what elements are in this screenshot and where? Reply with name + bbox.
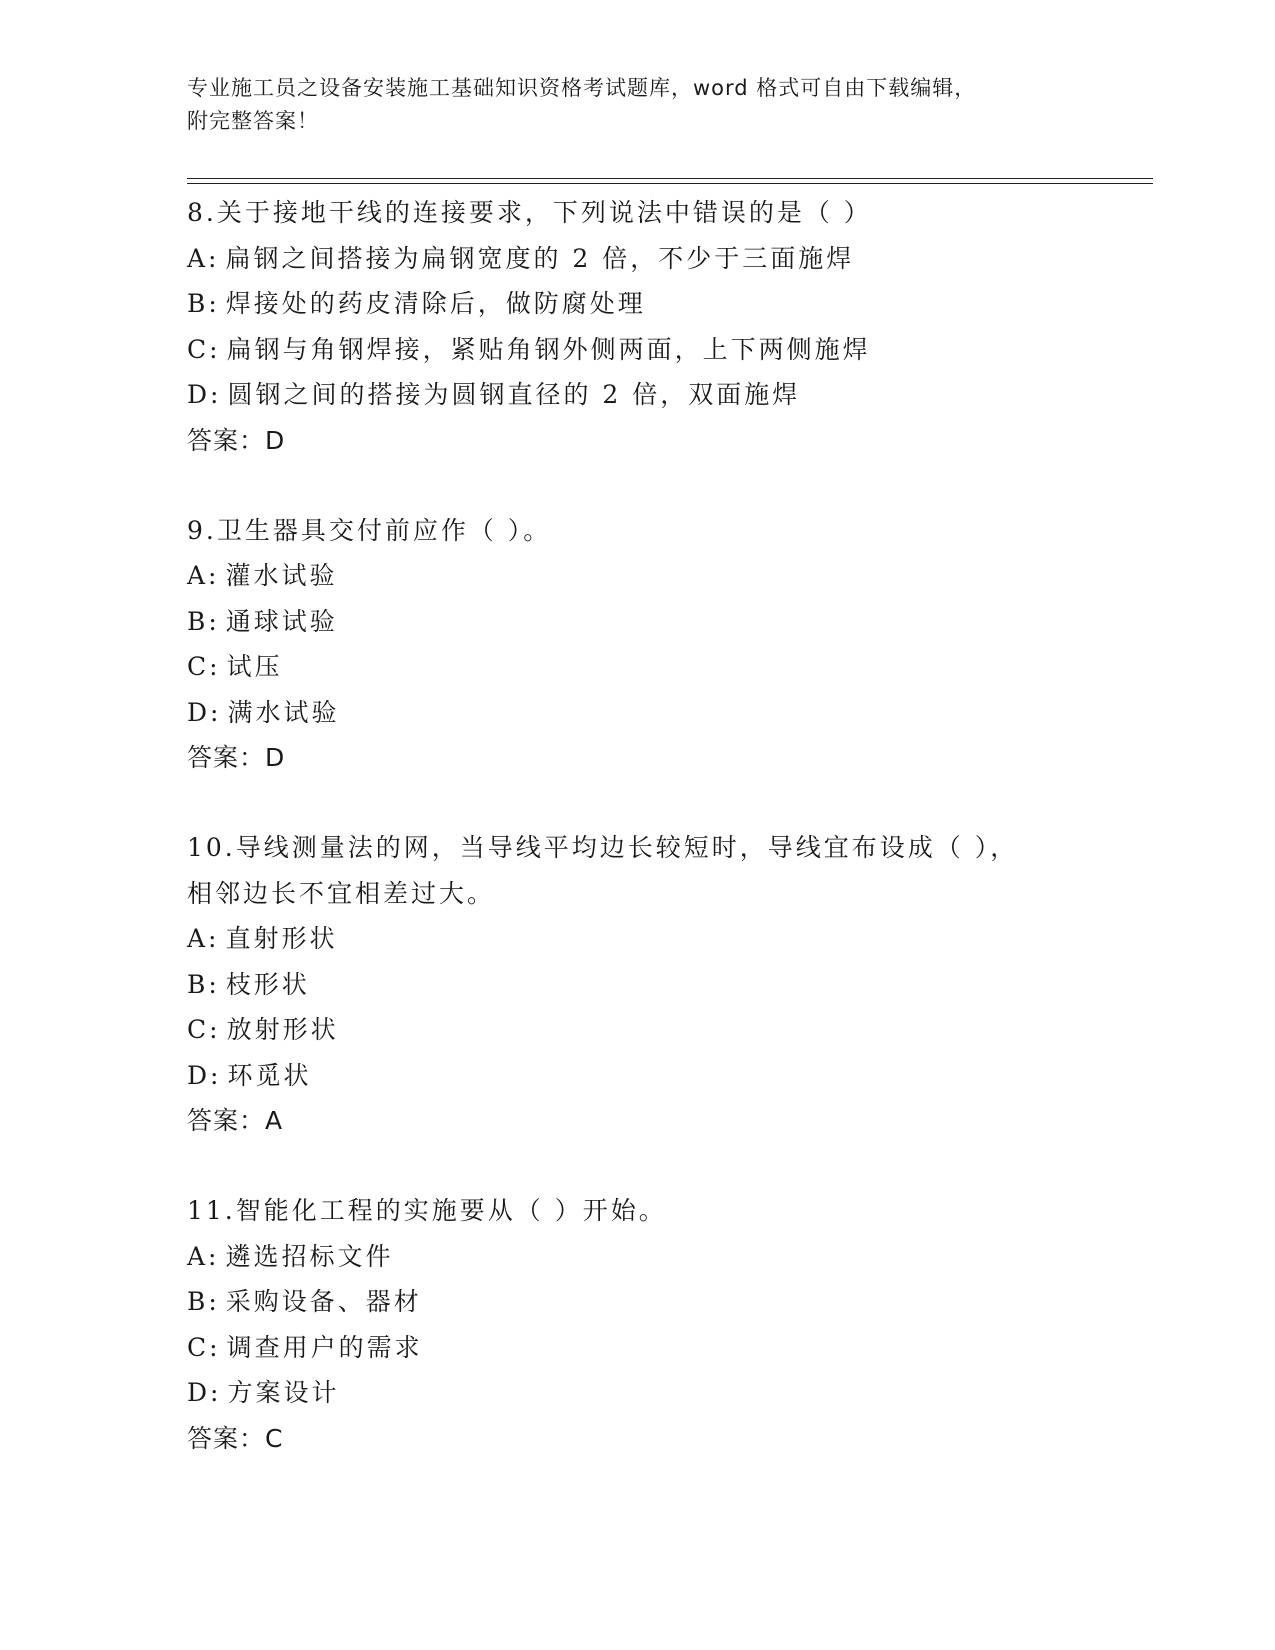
question-list [187,190,1147,1462]
option-b [187,281,1147,327]
option-letter: B: [187,1287,220,1316]
option-text: 遴选招标文件 [225,1241,394,1271]
question-stem-continued: 相邻边长不宜相差过大。 [187,878,496,908]
option-letter: C: [187,1332,221,1362]
option-letter: A: [187,561,220,590]
option-d [187,1053,1147,1099]
document-header [187,72,1087,138]
option-c [187,1325,1147,1371]
option-letter: C: [187,652,221,681]
option-letter: A: [187,243,220,273]
option-c [187,327,1147,373]
option-d [187,1370,1147,1416]
option-text: 放射形状 [226,1015,339,1044]
option-text: 灌水试验 [225,561,338,590]
question-10 [187,825,1147,1144]
option-text: 试压 [226,652,283,681]
header-divider-top [187,178,1153,179]
option-letter: D: [187,1060,222,1090]
option-text: 直射形状 [225,924,338,953]
option-letter: C: [187,1015,221,1044]
question-stem: 9.卫生器具交付前应作（ ）。 [187,515,552,545]
option-letter: A: [187,924,220,953]
question-stem: 10.导线测量法的网，当导线平均边长较短时，导线宜布设成（ ）， [187,833,1019,862]
option-letter: D: [187,380,222,409]
option-b [187,599,1147,645]
option-text: 圆钢之间的搭接为圆钢直径的 2 倍，双面施焊 [227,380,801,409]
option-letter: B: [187,289,220,318]
question-11 [187,1188,1147,1462]
option-b [187,1279,1147,1325]
option-d [187,372,1147,418]
option-text: 环觅状 [227,1060,312,1090]
header-line-1: 专业施工员之设备安装施工基础知识资格考试题库，word 格式可自由下载编辑， [187,76,977,100]
answer-line: 答案：C [187,1423,284,1453]
option-text: 焊接处的药皮清除后，做防腐处理 [225,289,646,318]
question-stem: 11.智能化工程的实施要从（ ）开始。 [187,1196,667,1225]
option-a [187,916,1147,962]
option-letter: B: [187,969,220,999]
option-text: 枝形状 [225,969,310,999]
answer-line: 答案：D [187,743,286,772]
option-c [187,1007,1147,1053]
answer-line: 答案：D [187,425,286,455]
option-letter: C: [187,334,221,364]
option-letter: A: [187,1241,220,1271]
option-text: 扁钢之间搭接为扁钢宽度的 2 倍，不少于三面施焊 [225,243,855,273]
option-text: 方案设计 [227,1378,340,1407]
option-text: 采购设备、器材 [225,1287,422,1316]
option-text: 调查用户的需求 [226,1332,423,1362]
question-8 [187,190,1147,464]
question-9 [187,508,1147,782]
option-text: 扁钢与角钢焊接，紧贴角钢外侧两面，上下两侧施焊 [226,334,871,364]
option-letter: B: [187,606,220,636]
header-divider-bottom [187,183,1153,184]
option-letter: D: [187,697,222,727]
option-text: 通球试验 [225,606,338,636]
option-a [187,1234,1147,1280]
question-stem: 8.关于接地干线的连接要求，下列说法中错误的是（ ） [187,198,872,227]
answer-line: 答案：A [187,1106,284,1135]
option-letter: D: [187,1378,222,1407]
option-text: 满水试验 [227,697,340,727]
option-b [187,962,1147,1008]
option-c [187,644,1147,690]
option-d [187,690,1147,736]
option-a [187,553,1147,599]
option-a [187,236,1147,282]
header-line-2: 附完整答案！ [187,109,319,133]
